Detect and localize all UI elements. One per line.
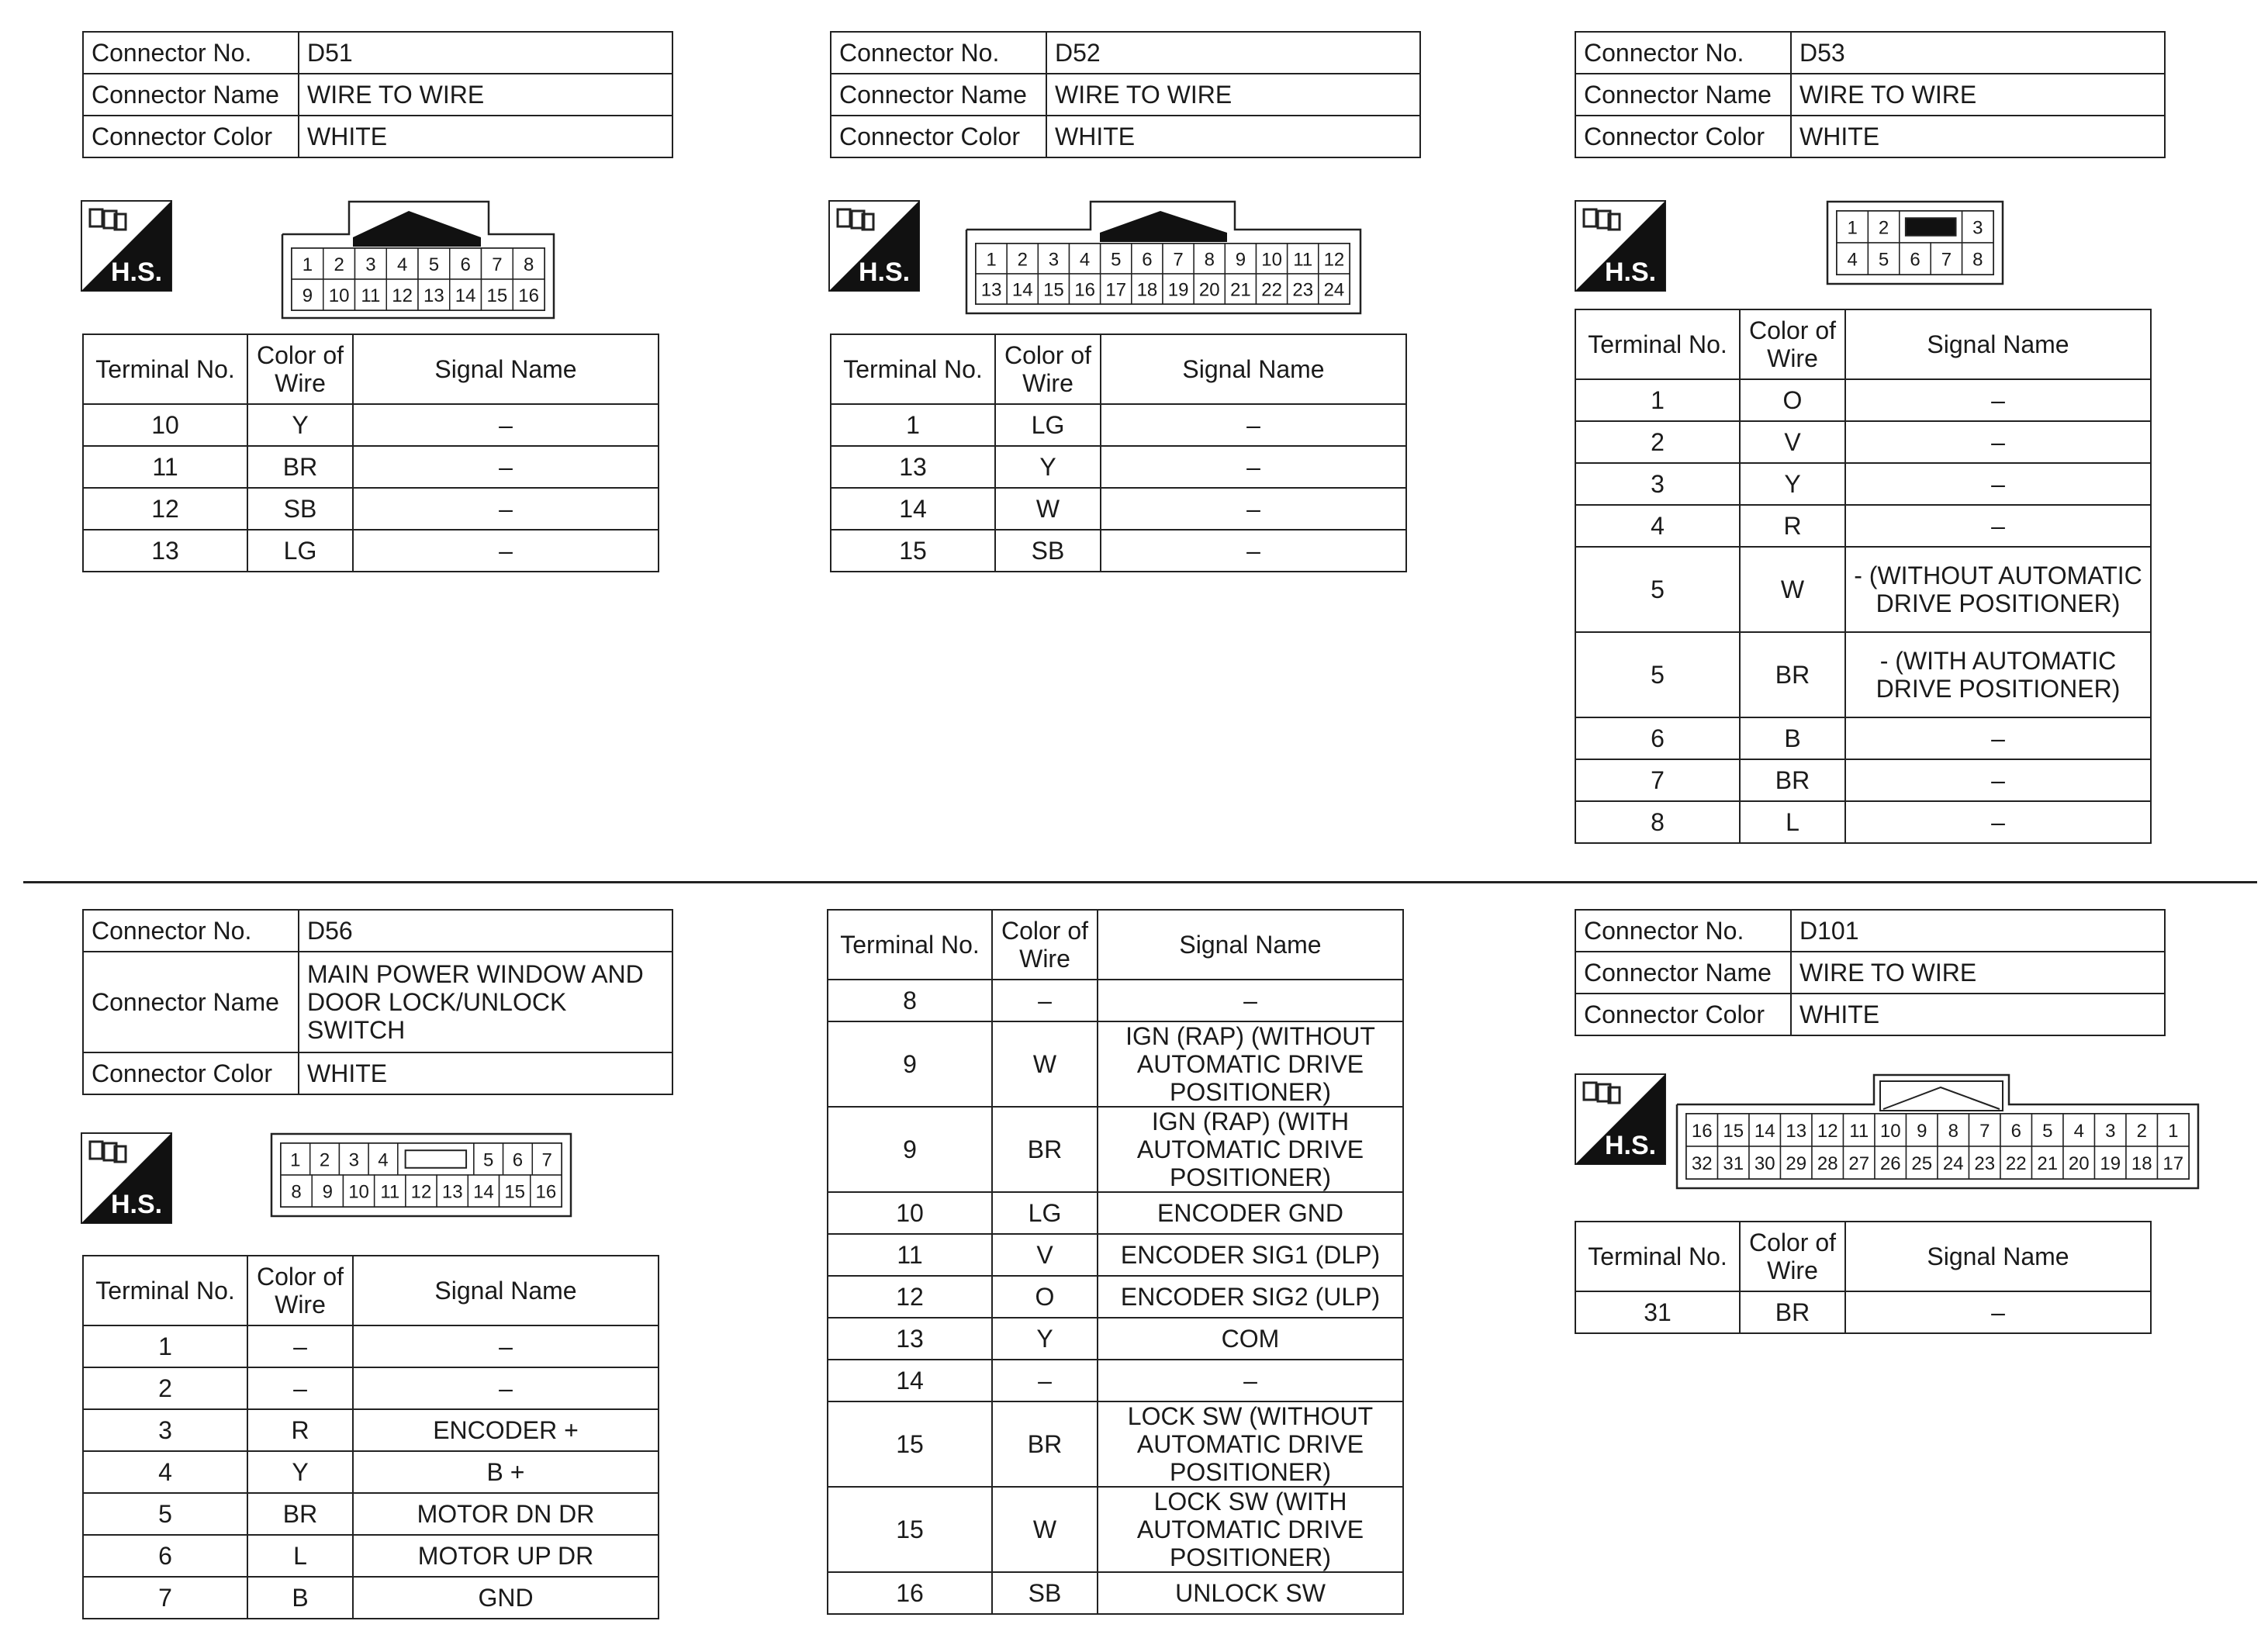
pin-label: 5	[1878, 249, 1889, 271]
pin-label: 3	[2105, 1121, 2116, 1142]
pin-label: 5	[428, 254, 440, 275]
d51-connector-face	[281, 200, 556, 323]
pin-label: 3	[1048, 249, 1060, 271]
pin-label: 11	[361, 285, 381, 306]
pin-label: 14	[1754, 1121, 1775, 1142]
pin-label: 22	[1261, 279, 1282, 301]
pin-label: 7	[1979, 1121, 1990, 1142]
d101-pins	[1686, 1114, 2189, 1179]
pin-label: 13	[441, 1181, 463, 1203]
table-row: 14 W –	[831, 488, 1406, 530]
d56-continued-terminal-table	[827, 909, 1404, 1615]
pin-label: 8	[291, 1181, 302, 1203]
pin-label: 4	[1079, 249, 1091, 271]
pin-label: 2	[1878, 217, 1889, 239]
table-row: 7 B GND	[83, 1577, 659, 1619]
pin-label: 15	[1723, 1121, 1744, 1142]
table-row: 3 R ENCODER +	[83, 1409, 659, 1451]
d56-pins	[281, 1143, 562, 1207]
pin-label: 7	[492, 254, 503, 275]
pin-label: 32	[1691, 1153, 1713, 1174]
pin-label: 7	[1941, 249, 1952, 271]
d53-connector-face	[1826, 200, 2004, 289]
connector-name-row: Connector Name WIRE TO WIRE	[83, 74, 672, 116]
pin-label: 6	[460, 254, 471, 275]
table-row: 2 V –	[1575, 421, 2151, 463]
d101-connector-face	[1675, 1073, 2200, 1194]
d101-terminal-table	[1575, 1221, 2152, 1334]
table-row: 13 LG –	[83, 530, 659, 572]
pin-label: 21	[2037, 1153, 2059, 1174]
pin-label: 13	[980, 279, 1002, 301]
table-row: 5 BR MOTOR DN DR	[83, 1493, 659, 1535]
connector-color-row: Connector Color WHITE	[83, 1052, 672, 1094]
pin-label: 9	[302, 285, 313, 306]
pin-label: 16	[1074, 279, 1095, 301]
pin-label: 1	[986, 249, 997, 271]
pin-label: 15	[1043, 279, 1064, 301]
svg-text:H.S.: H.S.	[1604, 1131, 1657, 1160]
pin-label: 3	[348, 1149, 359, 1171]
pin-label: 6	[1142, 249, 1153, 271]
pin-label: 16	[518, 285, 539, 306]
polarization-key	[406, 1150, 466, 1168]
pin-label: 3	[1972, 217, 1983, 239]
table-row: 1 – –	[83, 1325, 659, 1367]
pin-label: 19	[1167, 279, 1189, 301]
pin-label: 7	[1173, 249, 1184, 271]
d53-terminal-table	[1575, 309, 2152, 844]
pin-label: 30	[1754, 1153, 1775, 1174]
pin-label: 8	[1972, 249, 1983, 271]
pin-label: 10	[1879, 1121, 1901, 1142]
table-row: 9 W IGN (RAP) (WITHOUT AUTOMATIC DRIVE POSITIONER)	[828, 1021, 1403, 1107]
pin-label: 13	[1786, 1121, 1807, 1142]
table-row: 1 LG –	[831, 404, 1406, 446]
svg-text:H.S.: H.S.	[858, 257, 911, 287]
connector-no-row: Connector No. D51	[83, 32, 672, 74]
pin-label: 9	[1235, 249, 1246, 271]
pin-label: 16	[1691, 1121, 1713, 1142]
pin-label: 2	[334, 254, 344, 275]
pin-label: 15	[486, 285, 508, 306]
connector-no-row: Connector No. D56	[83, 910, 672, 952]
pin-label: 23	[1974, 1153, 1996, 1174]
harness-side-icon	[81, 1132, 172, 1224]
pin-label: 6	[512, 1149, 524, 1171]
pin-label: 14	[455, 285, 476, 306]
pin-label: 8	[1948, 1121, 1958, 1142]
pin-label: 8	[1204, 249, 1215, 271]
pin-label: 17	[2162, 1153, 2184, 1174]
pin-label: 18	[2131, 1153, 2152, 1174]
pin-label: 13	[424, 285, 444, 306]
pin-label: 5	[2042, 1121, 2053, 1142]
pin-label: 16	[535, 1181, 557, 1203]
table-row: 10 LG ENCODER GND	[828, 1192, 1403, 1234]
pin-label: 2	[2136, 1121, 2147, 1142]
d53-pins	[1837, 211, 1993, 275]
pin-label: 4	[1847, 249, 1858, 271]
table-row: 12 O ENCODER SIG2 (ULP)	[828, 1276, 1403, 1318]
table-row: 13 Y COM	[828, 1318, 1403, 1360]
connector-color-row: Connector Color WHITE	[83, 116, 672, 157]
pin-label: 12	[392, 285, 413, 306]
pin-label: 6	[2010, 1121, 2021, 1142]
d56-connector-face	[270, 1132, 572, 1222]
pin-label: 8	[523, 254, 534, 275]
svg-text:H.S.: H.S.	[110, 1190, 163, 1219]
connector-color-row: Connector Color WHITE	[1575, 116, 2165, 157]
pin-label: 20	[1198, 279, 1220, 301]
pin-label: 2	[1017, 249, 1028, 271]
table-row: 14 – –	[828, 1360, 1403, 1401]
connector-no-row: Connector No. D101	[1575, 910, 2165, 952]
table-row: 8 – –	[828, 980, 1403, 1021]
pin-label: 12	[410, 1181, 432, 1203]
d56-info-table	[82, 909, 673, 1095]
table-header: Terminal No. Color of Wire Signal Name	[831, 334, 1406, 404]
table-header: Terminal No. Color of Wire Signal Name	[83, 334, 659, 404]
pin-label: 19	[2100, 1153, 2121, 1174]
pin-label: 25	[1911, 1153, 1933, 1174]
table-row: 4 R –	[1575, 505, 2151, 547]
table-row: 11 V ENCODER SIG1 (DLP)	[828, 1234, 1403, 1276]
table-row: 31 BR –	[1575, 1291, 2151, 1333]
table-row: 4 Y B +	[83, 1451, 659, 1493]
pin-label: 21	[1230, 279, 1251, 301]
connector-no-row: Connector No. D52	[831, 32, 1420, 74]
pin-label: 17	[1105, 279, 1127, 301]
connector-color-row: Connector Color WHITE	[831, 116, 1420, 157]
d51-pins	[292, 248, 545, 310]
connector-color-row: Connector Color WHITE	[1575, 994, 2165, 1035]
svg-text:H.S.: H.S.	[1604, 257, 1657, 287]
pin-label: 27	[1848, 1153, 1870, 1174]
connector-name-row: Connector Name MAIN POWER WINDOW AND DOOR LOCK/UNLOCK SWITCH	[83, 952, 672, 1052]
pin-label: 28	[1817, 1153, 1838, 1174]
connector-name-row: Connector Name WIRE TO WIRE	[831, 74, 1420, 116]
pin-label: 14	[1011, 279, 1033, 301]
pin-label: 11	[380, 1181, 400, 1203]
pin-label: 11	[1293, 249, 1313, 271]
table-row: 6 L MOTOR UP DR	[83, 1535, 659, 1577]
table-row: 13 Y –	[831, 446, 1406, 488]
d52-terminal-table	[830, 334, 1407, 572]
pin-label: 1	[302, 254, 313, 275]
pin-label: 10	[328, 285, 350, 306]
table-row: 2 – –	[83, 1367, 659, 1409]
table-header: Terminal No. Color of Wire Signal Name	[1575, 1222, 2151, 1291]
d53-info-table	[1575, 31, 2166, 158]
pin-label: 22	[2005, 1153, 2027, 1174]
pin-label: 24	[1942, 1153, 1964, 1174]
table-row: 16 SB UNLOCK SW	[828, 1572, 1403, 1614]
pin-label: 10	[348, 1181, 369, 1203]
pin-label: 23	[1292, 279, 1314, 301]
table-row: 3 Y –	[1575, 463, 2151, 505]
table-row: 5 BR - (WITH AUTOMATIC DRIVE POSITIONER)	[1575, 632, 2151, 717]
pin-label: 26	[1879, 1153, 1901, 1174]
pin-label: 5	[1111, 249, 1122, 271]
connector-name-row: Connector Name WIRE TO WIRE	[1575, 74, 2165, 116]
harness-side-icon	[1575, 200, 1666, 292]
d56-terminal-table	[82, 1255, 659, 1619]
d51-info-table	[82, 31, 673, 158]
pin-label: 6	[1910, 249, 1920, 271]
pin-label: 11	[1849, 1121, 1869, 1142]
pin-label: 4	[396, 254, 408, 275]
table-row: 5 W - (WITHOUT AUTOMATIC DRIVE POSITIONER)	[1575, 547, 2151, 632]
d101-info-table	[1575, 909, 2166, 1036]
table-row: 7 BR –	[1575, 759, 2151, 801]
table-header: Terminal No. Color of Wire Signal Name	[83, 1256, 659, 1325]
pin-label: 14	[473, 1181, 494, 1203]
pin-label: 18	[1136, 279, 1158, 301]
d51-terminal-table	[82, 334, 659, 572]
table-row: 12 SB –	[83, 488, 659, 530]
pin-label: 24	[1323, 279, 1345, 301]
section-divider	[23, 881, 2257, 883]
polarization-key	[1906, 218, 1956, 236]
harness-side-icon	[1575, 1073, 1666, 1165]
pin-label: 9	[1917, 1121, 1927, 1142]
pin-label: 20	[2068, 1153, 2090, 1174]
table-header: Terminal No. Color of Wire Signal Name	[1575, 309, 2151, 379]
harness-side-icon	[828, 200, 920, 292]
d52-pins	[976, 244, 1350, 304]
table-row: 15 W LOCK SW (WITH AUTOMATIC DRIVE POSITIONER)	[828, 1487, 1403, 1572]
table-row: 6 B –	[1575, 717, 2151, 759]
connector-no-row: Connector No. D53	[1575, 32, 2165, 74]
table-row: 15 SB –	[831, 530, 1406, 572]
table-header: Terminal No. Color of Wire Signal Name	[828, 910, 1403, 980]
pin-label: 12	[1817, 1121, 1838, 1142]
pin-label: 15	[504, 1181, 526, 1203]
pin-label: 12	[1323, 249, 1345, 271]
pin-label: 4	[2073, 1121, 2084, 1142]
pin-label: 10	[1261, 249, 1282, 271]
d52-info-table	[830, 31, 1421, 158]
pin-label: 3	[365, 254, 376, 275]
table-row: 11 BR –	[83, 446, 659, 488]
pin-label: 1	[2168, 1121, 2179, 1142]
harness-side-icon	[81, 200, 172, 292]
pin-label: 29	[1786, 1153, 1807, 1174]
d52-connector-face	[965, 200, 1362, 319]
table-row: 9 BR IGN (RAP) (WITH AUTOMATIC DRIVE POSITIONER)	[828, 1107, 1403, 1192]
pin-label: 9	[322, 1181, 334, 1203]
table-row: 1 O –	[1575, 379, 2151, 421]
table-row: 8 L –	[1575, 801, 2151, 843]
connector-name-row: Connector Name WIRE TO WIRE	[1575, 952, 2165, 994]
pin-label: 4	[378, 1149, 389, 1171]
pin-label: 2	[319, 1149, 330, 1171]
pin-label: 31	[1723, 1153, 1744, 1174]
pin-label: 7	[541, 1149, 552, 1171]
pin-label: 1	[290, 1149, 301, 1171]
table-row: 10 Y –	[83, 404, 659, 446]
pin-label: 1	[1847, 217, 1858, 239]
svg-text:H.S.: H.S.	[110, 257, 163, 287]
pin-label: 5	[483, 1149, 494, 1171]
table-row: 15 BR LOCK SW (WITHOUT AUTOMATIC DRIVE POSITIONER)	[828, 1401, 1403, 1487]
